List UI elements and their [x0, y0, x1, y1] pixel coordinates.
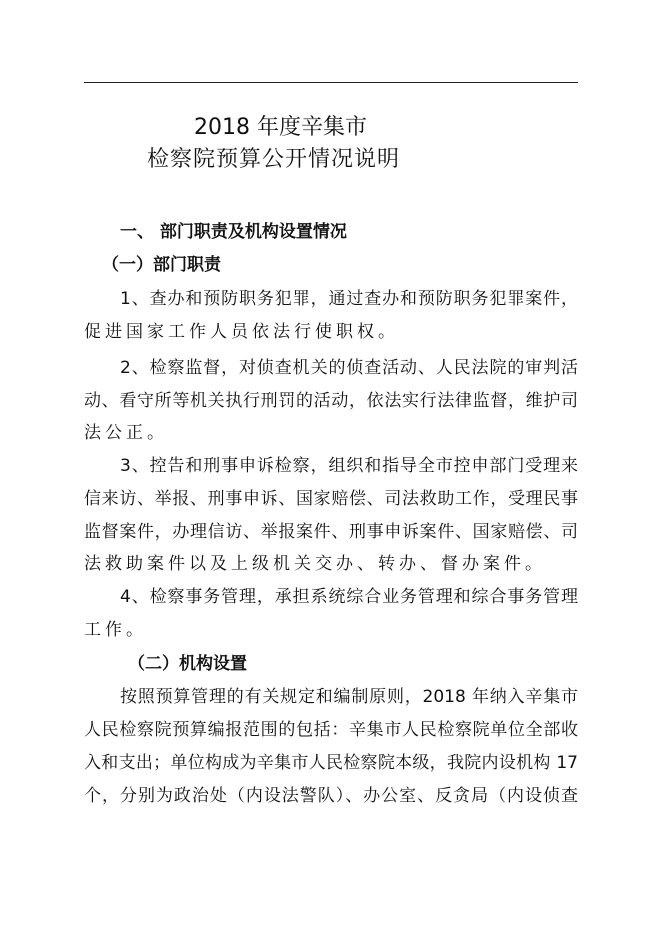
paragraph-line: 4、检察事务管理，承担系统综合业务管理和综合事务管理: [120, 587, 578, 607]
paragraph-line: 按照预算管理的有关规定和编制原则，2018 年纳入辛集市: [120, 687, 578, 707]
paragraph-line: 个，分别为政治处（内设法警队）、办公室、反贪局（内设侦查: [84, 786, 578, 806]
paragraph-line: 工作。: [84, 620, 147, 640]
title-line-2: 检察院预算公开情况说明: [147, 147, 401, 172]
paragraph-line: 人民检察院预算编报范围的包括：辛集市人民检察院单位全部收: [84, 720, 578, 740]
subsection-heading-structure: （二）机构设置: [128, 654, 247, 674]
paragraph-line: 3、控告和刑事申诉检察，组织和指导全市控申部门受理来: [120, 456, 578, 476]
paragraph-line: 1、查办和预防职务犯罪，通过查办和预防职务犯罪案件，: [120, 289, 578, 309]
paragraph-line: 促进国家工作人员依法行使职权。: [84, 322, 399, 342]
paragraph-line: 2、检察监督，对侦查机关的侦查活动、人民法院的审判活: [120, 358, 578, 378]
paragraph-line: 法公正。: [84, 423, 168, 443]
paragraph-line: 信来访、举报、刑事申诉、国家赔偿、司法救助工作，受理民事: [84, 489, 578, 509]
title-line-1: 2018 年度辛集市: [194, 115, 367, 140]
section-heading: 一、 部门职责及机构设置情况: [120, 222, 347, 242]
paragraph-line: 入和支出；单位构成为辛集市人民检察院本级，我院内设机构 17: [84, 753, 578, 773]
subsection-heading-duties: （一）部门职责: [102, 255, 221, 275]
header-rule: [84, 82, 578, 83]
paragraph-line: 监督案件，办理信访、举报案件、刑事申诉案件、国家赔偿、司: [84, 522, 578, 542]
paragraph-line: 动、看守所等机关执行刑罚的活动，依法实行法律监督，维护司: [84, 391, 578, 411]
paragraph-line: 法救助案件以及上级机关交办、转办、督办案件。: [84, 554, 546, 574]
